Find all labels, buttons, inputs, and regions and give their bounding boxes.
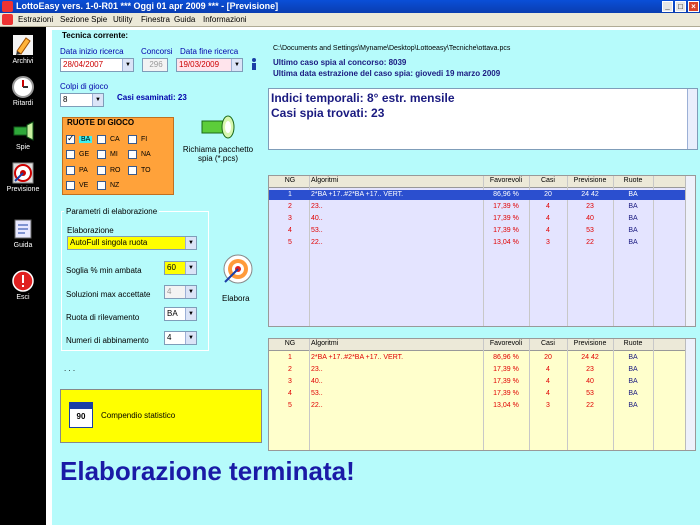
soglia-select[interactable] [164, 261, 197, 275]
sidebar-label-previsione: Previsione [6, 186, 40, 193]
richiama-label-1[interactable]: Richiama pacchetto [182, 145, 254, 154]
grid-cell-ruote: BA [628, 203, 638, 210]
results-grid-top-row[interactable] [269, 202, 695, 212]
progress-dots: . . . [64, 364, 76, 373]
elaborazione-label: Elaborazione [67, 226, 114, 235]
data-inizio-field[interactable] [60, 58, 134, 72]
results-grid-bottom-row[interactable] [269, 401, 695, 411]
target-icon[interactable] [222, 253, 254, 285]
data-inizio-label: Data inizio ricerca [60, 47, 124, 56]
results-grid-top-row[interactable] [269, 190, 695, 200]
ruota-checkbox-ba[interactable] [66, 135, 75, 144]
chevron-down-icon[interactable]: ▼ [185, 308, 196, 320]
clock-icon [11, 75, 35, 99]
ruota-value: BA [167, 309, 178, 318]
grid-cell-casi: 20 [544, 191, 552, 198]
ruota-checkbox-to[interactable] [128, 166, 137, 175]
grid-header-casi[interactable]: Casi [540, 340, 555, 347]
results-grid-top-row[interactable] [269, 226, 695, 236]
ruota-label-na: NA [141, 151, 151, 158]
minimize-button[interactable]: _ [662, 1, 673, 12]
grid-cell-fav: 86,96 % [493, 191, 519, 198]
window-title: LottoEasy vers. 1-0-R01 *** Oggi 01 apr 2009 *** - [Previsione] [16, 1, 279, 11]
concorsi-field [142, 58, 168, 72]
grid-cell-fav: 17,39 % [493, 227, 519, 234]
grid-cell-prev: 24 42 [581, 354, 599, 361]
grid-cell-casi: 20 [544, 354, 552, 361]
grid-cell-alg: 40.. [311, 378, 323, 385]
grid-cell-casi: 3 [546, 402, 550, 409]
ruota-label-ro: RO [110, 167, 121, 174]
grid-cell-fav: 13,04 % [493, 402, 519, 409]
compendio-label: Compendio statistico [101, 411, 176, 420]
menu-informazioni[interactable]: Informazioni [203, 15, 247, 24]
ruota-label: Ruota di rilevamento [66, 313, 140, 322]
elabora-button[interactable]: Elabora [222, 294, 250, 303]
ruota-checkbox-ca[interactable] [97, 135, 106, 144]
abbinamento-select[interactable] [164, 331, 197, 345]
grid-cell-ng: 3 [288, 378, 292, 385]
grid-cell-fav: 17,39 % [493, 203, 519, 210]
grid-cell-ruote: BA [628, 366, 638, 373]
grid-header-ng[interactable]: NG [284, 340, 296, 347]
colpi-label: Colpi di gioco [60, 82, 109, 91]
grid-header-fav[interactable]: Favorevoli [489, 340, 523, 347]
grid-cell-ruote: BA [628, 354, 638, 361]
results-grid-bottom-scrollbar[interactable] [685, 339, 695, 450]
concorsi-value: 296 [149, 60, 163, 69]
data-fine-field[interactable] [176, 58, 243, 72]
grid-cell-ng: 1 [288, 191, 292, 198]
chevron-down-icon[interactable]: ▼ [185, 237, 196, 249]
colpi-field[interactable] [60, 93, 104, 107]
grid-header-alg[interactable]: Algoritmi [311, 177, 339, 184]
flashlight-icon[interactable] [198, 112, 238, 142]
grid-header-fav[interactable]: Favorevoli [489, 177, 523, 184]
maximize-button[interactable]: □ [675, 1, 686, 12]
menu-estrazioni[interactable]: Estrazioni [18, 15, 54, 24]
title-bar [0, 0, 700, 13]
app-icon [2, 1, 13, 12]
grid-cell-prev: 40 [586, 378, 594, 385]
data-inizio-value: 28/04/2007 [63, 60, 104, 69]
flashlight-icon [11, 119, 35, 143]
grid-cell-prev: 53 [586, 390, 594, 397]
grid-cell-ng: 5 [288, 402, 292, 409]
grid-cell-alg: 23.. [311, 203, 323, 210]
results-grid-bottom-row[interactable] [269, 353, 695, 363]
grid-cell-ruote: BA [628, 239, 638, 246]
soluzioni-label: Soluzioni max accettate [66, 290, 151, 299]
grid-cell-ng: 4 [288, 390, 292, 397]
ruota-label-pa: PA [79, 167, 88, 174]
ruota-label-mi: MI [110, 151, 118, 158]
grid-cell-prev: 23 [586, 366, 594, 373]
grid-cell-ng: 2 [288, 203, 292, 210]
sidebar-item-archivi[interactable] [0, 33, 46, 65]
grid-cell-casi: 4 [546, 203, 550, 210]
menu-utility[interactable]: Utility [113, 15, 133, 24]
grid-cell-alg: 53.. [311, 390, 323, 397]
menu-guida[interactable]: Guida [174, 15, 196, 24]
grid-cell-fav: 17,39 % [493, 378, 519, 385]
grid-cell-casi: 4 [546, 227, 550, 234]
sidebar-item-esci[interactable] [0, 269, 46, 301]
technique-title: Tecnica corrente: [62, 31, 129, 40]
grid-cell-alg: 53.. [311, 227, 323, 234]
sidebar-label-guida: Guida [13, 242, 33, 249]
grid-cell-ng: 2 [288, 366, 292, 373]
ruota-label-nz: NZ [110, 182, 120, 189]
grid-cell-prev: 22 [586, 239, 594, 246]
sidebar [0, 27, 46, 525]
grid-cell-ruote: BA [628, 402, 638, 409]
data-fine-value: 19/03/2009 [179, 60, 220, 69]
ruota-checkbox-ge[interactable] [66, 150, 75, 159]
status-message: Elaborazione terminata! [60, 456, 355, 486]
compendio-box[interactable] [60, 389, 262, 443]
grid-cell-fav: 17,39 % [493, 215, 519, 222]
abbinamento-value: 4 [167, 333, 172, 342]
ruota-label-to: TO [141, 167, 151, 174]
grid-cell-fav: 17,39 % [493, 390, 519, 397]
grid-cell-prev: 53 [586, 227, 594, 234]
exit-icon [11, 269, 35, 293]
stats-line-1: Indici temporali: 8° estr. mensile [271, 91, 455, 105]
grid-cell-fav: 86,96 % [493, 354, 519, 361]
stats-scrollbar[interactable] [687, 89, 697, 149]
grid-header-prev[interactable]: Previsione [573, 177, 607, 184]
grid-cell-prev: 22 [586, 402, 594, 409]
ruota-checkbox-ro[interactable] [97, 166, 106, 175]
chevron-down-icon[interactable]: ▼ [92, 94, 103, 106]
ruote-title: RUOTE DI GIOCO [67, 118, 135, 127]
sidebar-item-spie[interactable] [0, 119, 46, 151]
grid-cell-fav: 17,39 % [493, 366, 519, 373]
abbinamento-label: Numeri di abbinamento [66, 336, 149, 345]
chevron-down-icon[interactable]: ▼ [122, 59, 133, 71]
grid-cell-prev: 24 42 [581, 191, 599, 198]
params-title: Parametri di elaborazione [66, 207, 158, 216]
chevron-down-icon[interactable]: ▼ [185, 262, 196, 274]
ruota-label-ca: CA [110, 136, 120, 143]
grid-cell-alg: 2*BA +17..#2*BA +17.. VERT. [311, 191, 404, 198]
grid-cell-casi: 4 [546, 378, 550, 385]
results-grid-top [268, 175, 696, 327]
grid-cell-ruote: BA [628, 215, 638, 222]
ruota-checkbox-fi[interactable] [128, 135, 137, 144]
grid-header-prev[interactable]: Previsione [573, 340, 607, 347]
ruota-checkbox-ve[interactable] [66, 181, 75, 190]
sidebar-label-ritardi: Ritardi [12, 100, 34, 107]
grid-header-ng[interactable]: NG [284, 177, 296, 184]
stats-line-2: Casi spia trovati: 23 [271, 106, 385, 120]
grid-cell-casi: 3 [546, 239, 550, 246]
sidebar-label-esci: Esci [16, 294, 30, 301]
elaborazione-value: AutoFull singola ruota [70, 238, 148, 247]
grid-cell-alg: 22.. [311, 402, 323, 409]
grid-cell-alg: 23.. [311, 366, 323, 373]
sidebar-label-spie: Spie [15, 144, 30, 151]
results-grid-bottom-row[interactable] [269, 377, 695, 387]
elaborazione-select[interactable] [67, 236, 197, 250]
grid-cell-ruote: BA [628, 227, 638, 234]
grid-cell-ruote: BA [628, 191, 638, 198]
colpi-value: 8 [63, 95, 68, 104]
grid-cell-prev: 40 [586, 215, 594, 222]
grid-cell-casi: 4 [546, 390, 550, 397]
grid-cell-casi: 4 [546, 215, 550, 222]
ultimo-caso: Ultimo caso spia al concorso: 8039 [273, 58, 407, 67]
info-icon[interactable] [247, 57, 259, 71]
sidebar-item-previsione[interactable] [0, 161, 46, 193]
info-box [268, 40, 698, 82]
grid-cell-alg: 40.. [311, 215, 323, 222]
target-icon [11, 161, 35, 185]
soglia-value: 60 [167, 263, 176, 272]
chevron-down-icon[interactable]: ▼ [231, 59, 242, 71]
grid-cell-alg: 2*BA +17..#2*BA +17.. VERT. [311, 354, 404, 361]
file-path: C:\Documents and Settings\Myname\Desktop\Lottoeasy\Tecniche\ottava.pcs [273, 45, 511, 52]
menu-finestra[interactable]: Finestra [141, 15, 170, 24]
soluzioni-value: 4 [167, 287, 172, 296]
grid-cell-ng: 3 [288, 215, 292, 222]
app-menu-icon[interactable] [2, 14, 13, 25]
ruota-label-ge: GE [79, 151, 90, 158]
grid-cell-ruote: BA [628, 390, 638, 397]
grid-cell-alg: 22.. [311, 239, 323, 246]
ruota-checkbox-na[interactable] [128, 150, 137, 159]
results-grid-bottom-row[interactable] [269, 365, 695, 375]
ruota-label-ve: VE [79, 182, 89, 189]
concorsi-label: Concorsi [141, 47, 173, 56]
sidebar-item-guida[interactable] [0, 217, 46, 249]
ultima-estrazione: Ultima data estrazione del caso spia: giovedi 19 marzo 2009 [273, 69, 501, 78]
grid-cell-ng: 4 [288, 227, 292, 234]
data-fine-label: Data fine ricerca [180, 47, 239, 56]
menu-sezione-spie[interactable]: Sezione Spie [60, 15, 108, 24]
grid-cell-ng: 1 [288, 354, 292, 361]
ruota-checkbox-pa[interactable] [66, 166, 75, 175]
book-icon [11, 217, 35, 241]
calendar-icon [69, 402, 93, 428]
grid-header-ruote[interactable]: Ruote [623, 340, 643, 347]
ruota-select[interactable] [164, 307, 197, 321]
results-grid-bottom-row[interactable] [269, 389, 695, 399]
close-button[interactable]: × [688, 1, 699, 12]
results-grid-top-scrollbar[interactable] [685, 176, 695, 326]
grid-cell-ruote: BA [628, 378, 638, 385]
grid-cell-ng: 5 [288, 239, 292, 246]
chevron-down-icon: ▼ [185, 286, 196, 298]
casi-esaminati: Casi esaminati: 23 [117, 93, 187, 102]
grid-header-ruote[interactable]: Ruote [623, 177, 643, 184]
ruota-label-ba: BA [81, 136, 91, 143]
calendar-icon-text: 90 [76, 412, 86, 421]
results-grid-bottom [268, 338, 696, 451]
chevron-down-icon[interactable]: ▼ [185, 332, 196, 344]
grid-cell-fav: 13,04 % [493, 239, 519, 246]
status-area [52, 454, 700, 525]
ruota-label-fi: FI [141, 136, 148, 143]
grid-header-casi[interactable]: Casi [540, 177, 555, 184]
results-grid-top-row[interactable] [269, 214, 695, 224]
grid-cell-prev: 23 [586, 203, 594, 210]
ruota-checkbox-mi[interactable] [97, 150, 106, 159]
richiama-label-2[interactable]: spia (*.pcs) [197, 154, 238, 163]
results-grid-top-row[interactable] [269, 238, 695, 248]
grid-cell-casi: 4 [546, 366, 550, 373]
stats-box [268, 88, 698, 150]
pencil-icon [11, 33, 35, 57]
sidebar-label-archivi: Archivi [12, 58, 34, 65]
sidebar-item-ritardi[interactable] [0, 75, 46, 107]
menu-bar [0, 13, 700, 27]
soglia-label: Soglia % min ambata [66, 266, 142, 275]
ruota-checkbox-nz[interactable] [97, 181, 106, 190]
grid-header-alg[interactable]: Algoritmi [311, 340, 339, 347]
soluzioni-select [164, 285, 197, 299]
